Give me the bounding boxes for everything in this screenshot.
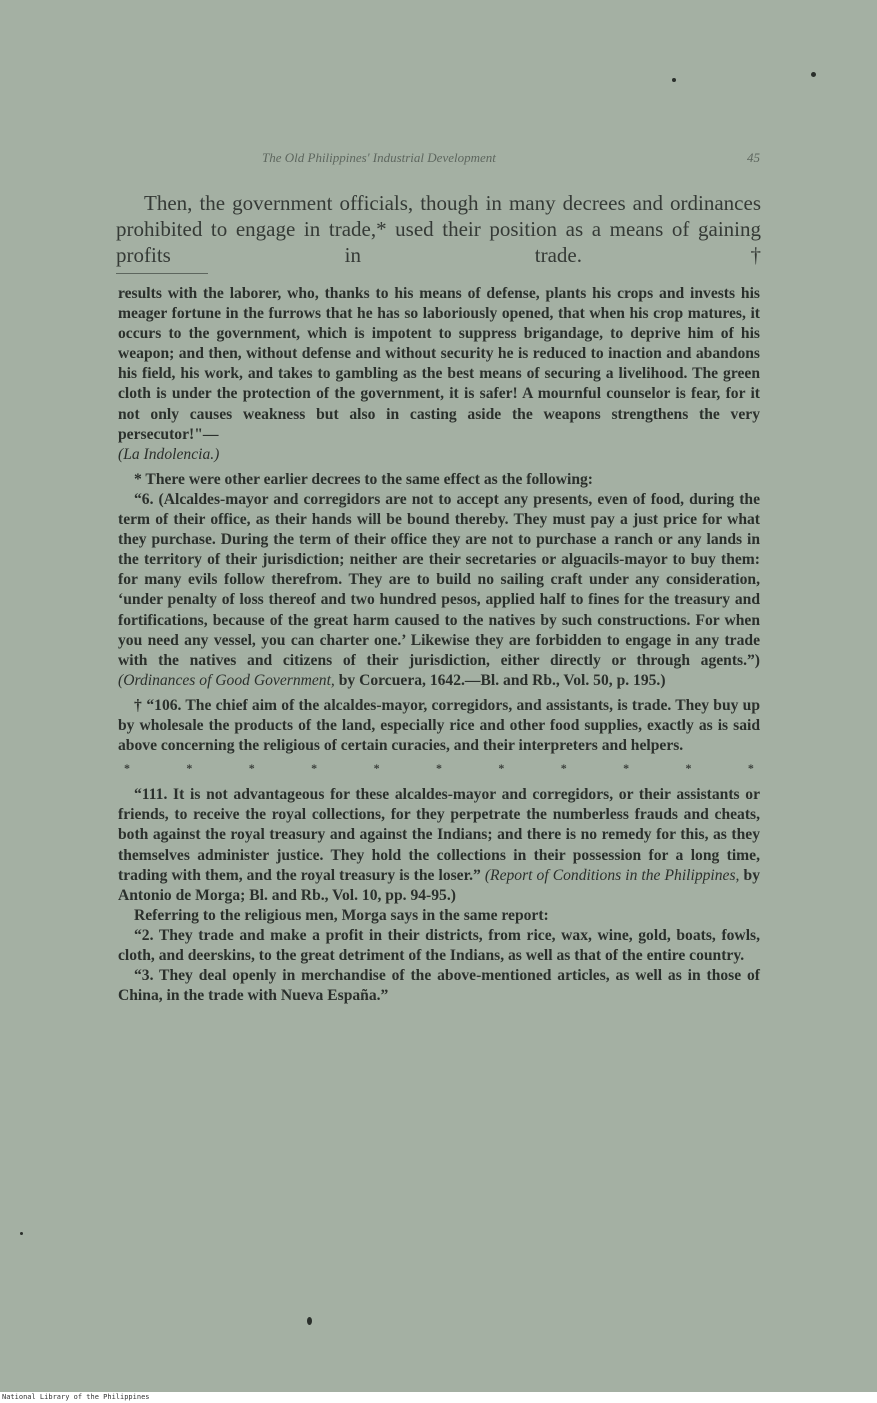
star: * — [498, 761, 505, 776]
star: * — [373, 761, 380, 776]
star: * — [435, 761, 442, 776]
footnote-continuation — [118, 284, 760, 465]
running-head — [262, 150, 760, 166]
star: * — [685, 761, 692, 776]
footnote-dagger-106: † “106. The chief aim of the alcaldes-mayor, corregidors, and assistants, is trade. They buy up by wholesale the products of the land, especially rice and other food supplies, exactly as is said above concerning the religious of certain curacies, and their interpreters and helpers. — [118, 696, 760, 755]
quote-111-source-rest: by Antonio de Morga; Bl. and Rb., Vol. 10, pp. 94-95.) — [118, 866, 760, 904]
star: * — [747, 761, 754, 776]
star: * — [124, 761, 130, 776]
quote-6-source-title: (Ordinances of Good Government, — [118, 671, 335, 689]
footnote-star-intro: * There were other earlier decrees to the same effect as the following: — [134, 470, 594, 488]
footnote-rule — [116, 273, 208, 274]
quote-111-source-title: (Report of Conditions in the Philippines, — [484, 866, 740, 884]
star: * — [186, 761, 193, 776]
continuation-source: (La Indolencia.) — [118, 445, 220, 463]
footnote-quote-2: “2. They trade and make a profit in their districts, from rice, wax, wine, gold, boats, fowls, cloth, and deerskins, to the great detriment of the Indians, as well as that of the entire country. — [118, 926, 760, 964]
ellipsis-stars — [118, 758, 760, 778]
footnotes — [118, 284, 760, 1006]
footnote-quote-111 — [118, 785, 760, 906]
main-paragraph: Then, the government officials, though in many decrees and ordinances prohibited to engage in trade,* used their position as a means of gaining profits in trade.† — [116, 191, 761, 267]
footnote-quote-6 — [118, 490, 760, 691]
quote-6-text: “6. (Alcaldes-mayor and corregidors are not to accept any presents, even of food, during the term of their office, as their hands will be bound thereby. They must pay a just price for what they purchase. During the term of their office they are not to purchase a ranch or any lands in the territory of their jurisdiction; neither are their secretaries or alguacils-mayor to buy them: for many evils follow therefrom. They are to build no sailing craft under any consideration, ‘under penalty of loss thereof and two hundred pesos, applied half to fines for the treasury and fortifications, because of the great harm caused to the natives by such constructions. For when you need any vessel, you can charter one.’ Likewise they are forbidden to engage in any trade with the natives and citizens of their jurisdiction, either directly or through agents.”) — [118, 490, 760, 669]
quote-6-source-rest: by Corcuera, 1642.—Bl. and Rb., Vol. 50, p. 195.) — [338, 671, 666, 689]
continuation-text: results with the laborer, who, thanks to his means of defense, plants his crops and invests his meager fortune in the furrows that he has so laboriously opened, that when his crop matures, it occurs to the government, which is impotent to suppress brigandage, to deprive him of his weapon; and then, without defense and without security he is reduced to inaction and abandons his field, his work, and takes to gambling as the best means of securing a livelihood. The green cloth is under the protection of the government, it is safer! A mournful counselor is fear, for it not only causes weakness but also in casting aside the weapons strengthens the very persecutor!"— — [118, 285, 760, 443]
star: * — [560, 761, 567, 776]
footnote-quote-3: “3. They deal openly in merchandise of the above-mentioned articles, as well as in those of China, in the trade with Nueva España.” — [118, 967, 760, 1005]
quote-111-text: “111. It is not advantageous for these alcaldes-mayor and corregidors, or their assistants or friends, to receive the royal collections, for they perpetrate the numberless frauds and cheats, both against the royal treasury and against the Indians; and there is no remedy for this, as they themselves administer justice. They hold the collections in their possession for a long time, trading with them, and the royal treasury is the loser.” — [118, 786, 760, 884]
footer-label: National Library of the Philippines — [0, 1392, 877, 1403]
star: * — [311, 761, 318, 776]
dust-speck — [811, 72, 816, 77]
dust-speck — [672, 78, 676, 82]
star: * — [623, 761, 630, 776]
main-text — [116, 190, 761, 268]
star: * — [248, 761, 255, 776]
dust-speck — [20, 1232, 23, 1235]
running-head-title: The Old Philippines' Industrial Development — [262, 150, 496, 165]
footnote-morga-intro: Referring to the religious men, Morga says in the same report: — [134, 906, 549, 924]
page-number: 45 — [747, 150, 760, 165]
ink-mark — [307, 1317, 312, 1325]
